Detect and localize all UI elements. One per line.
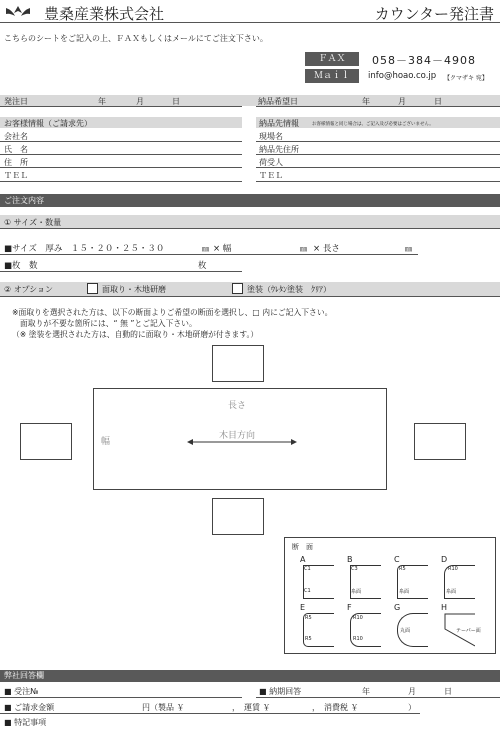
section-d-bottom: 糸面 [446, 589, 457, 595]
section-b-top: C3 [351, 566, 358, 572]
reply-yen-product: 円（製品 ￥ [142, 703, 185, 712]
delivery-site-label: 現場名 [259, 132, 283, 141]
edge-input-left[interactable] [20, 423, 72, 460]
customer-tel-line [0, 181, 242, 182]
delivery-title: 納品先情報 [259, 119, 299, 128]
date-row-bg [0, 95, 500, 106]
reply-delivery-day: 日 [444, 687, 452, 696]
delivery-note: お客様情報と同じ場合は、ご記入及び必要はございません。 [312, 122, 434, 127]
order-date-month: 月 [136, 97, 144, 106]
reply-order-no-line [0, 697, 242, 698]
order-title-bar: ご注文内容 [0, 194, 500, 207]
section-g-letter: G [394, 603, 401, 612]
count-row-line [0, 271, 242, 272]
section-e-top: R5 [305, 615, 312, 621]
fax-label: ＦＡＸ [305, 52, 359, 66]
customer-title: お客様情報（ご請求先） [4, 119, 92, 128]
section-h-letter: H [441, 603, 448, 612]
section-b-bottom: 糸面 [351, 589, 362, 595]
intro-text: こちらのシートをご記入の上、ＦＡＸもしくはメールにてご注文下さい。 [4, 34, 268, 43]
size-label: ■サイズ 厚み １５・２０・２５・３０ [4, 244, 165, 254]
board-length-label: 長さ [228, 401, 247, 411]
option-section-title: ② オプション [4, 285, 53, 294]
mail-label: Ｍａｉｌ [305, 69, 359, 83]
order-date-year: 年 [98, 97, 106, 106]
size-row-line [0, 254, 418, 255]
reply-amount-line [0, 713, 420, 714]
section-h-bottom: テーパー面 [456, 628, 481, 634]
count-unit: 枚 [198, 261, 207, 271]
size-section-title: ① サイズ・数量 [4, 218, 62, 227]
width-unit: ㎜ [300, 245, 307, 253]
header-divider [0, 22, 500, 23]
section-f-top: R10 [353, 615, 363, 621]
grain-arrow-icon [186, 437, 298, 447]
delivery-date-month: 月 [398, 97, 406, 106]
section-b-letter: B [347, 555, 353, 564]
customer-company-line [0, 141, 242, 142]
section-a-top: C1 [304, 566, 311, 572]
reply-delivery-line [256, 697, 500, 698]
delivery-date-day: 日 [434, 97, 442, 106]
length-label: × 長さ [313, 244, 340, 254]
option-section-line [0, 296, 500, 297]
mail-contact: 【クマザキ 宛】 [444, 75, 488, 82]
document-title: カウンター発注書 [374, 5, 494, 23]
date-underline-left [0, 106, 242, 107]
section-f-letter: F [347, 603, 352, 612]
thickness-unit: ㎜ [202, 245, 209, 253]
delivery-tel-label: ＴＥＬ [259, 171, 283, 180]
section-d-letter: D [441, 555, 448, 564]
edge-input-right[interactable] [414, 423, 466, 460]
width-label: × 幅 [213, 244, 232, 254]
section-e-bottom: R5 [305, 636, 312, 642]
size-section-line [0, 228, 500, 229]
instruction-2: 面取りが不要な箇所には、“ 無 ”とご記入下さい。 [20, 319, 197, 328]
order-date-label: 発注日 [4, 97, 28, 106]
option-edge-checkbox[interactable] [87, 283, 98, 294]
reply-close: ） [408, 703, 416, 712]
customer-name-line [0, 154, 242, 155]
delivery-recipient-label: 荷受人 [259, 158, 283, 167]
delivery-recipient-line [256, 167, 500, 168]
section-a-letter: A [300, 555, 306, 564]
length-unit: ㎜ [405, 245, 412, 253]
delivery-address-line [256, 154, 500, 155]
customer-tel-label: ＴＥＬ [4, 171, 28, 180]
option-paint-checkbox[interactable] [232, 283, 243, 294]
delivery-site-line [256, 141, 500, 142]
delivery-address-label: 納品先住所 [259, 145, 299, 154]
customer-address-label: 住 所 [4, 158, 28, 167]
edge-input-top[interactable] [212, 345, 264, 382]
section-c-top: R5 [399, 566, 406, 572]
grain-direction-label: 木目方向 [219, 431, 256, 441]
company-name: 豊桑産業株式会社 [44, 5, 165, 23]
count-label: ■枚 数 [4, 261, 38, 271]
reply-delivery-month: 月 [408, 687, 416, 696]
section-a-bottom: C1 [304, 588, 311, 594]
order-date-day: 日 [172, 97, 180, 106]
delivery-tel-line [256, 181, 500, 182]
section-g-bottom: 丸面 [400, 628, 411, 634]
fax-number: 058－384－4908 [372, 54, 476, 67]
mail-address: info@hoao.co.jp [368, 71, 437, 81]
customer-company-label: 会社名 [4, 132, 28, 141]
instruction-3: （※ 塗装を選択された方は、自動的に面取り・木地研磨が付きます。） [12, 330, 259, 339]
instruction-1: ※面取りを選択された方は、以下の断面よりご希望の断面を選択し、□ 内にご記入下さい。 [12, 308, 333, 317]
section-d-top: R10 [448, 566, 458, 572]
reply-tax: ， 消費税 ￥ [312, 703, 359, 712]
delivery-date-label: 納品希望日 [258, 97, 298, 106]
section-f-bottom: R10 [353, 636, 363, 642]
edge-input-bottom[interactable] [212, 498, 264, 535]
section-c-bottom: 糸面 [399, 589, 410, 595]
board-width-label: 幅 [101, 437, 111, 447]
company-logo [3, 4, 33, 20]
customer-name-label: 氏 名 [4, 145, 28, 154]
date-underline-right [256, 106, 500, 107]
customer-address-line [0, 167, 242, 168]
option-edge-label: 面取り・木地研磨 [102, 285, 166, 294]
size-section-bg [0, 215, 500, 228]
reply-shipping: ， 運賃 ￥ [232, 703, 271, 712]
section-chart-title: 断 面 [292, 543, 313, 551]
reply-delivery-year: 年 [362, 687, 370, 696]
option-paint-label: 塗装（ｳﾚﾀﾝ塗装 ｸﾘｱ） [247, 285, 331, 294]
delivery-date-year: 年 [362, 97, 370, 106]
reply-delivery-label: ■ 納期回答 [259, 687, 302, 696]
reply-amount-label: ■ ご請求金額 [4, 703, 55, 712]
reply-title-bar: 弊社回答欄 [0, 670, 500, 682]
reply-order-no: ■ 受注№ [4, 687, 39, 696]
section-c-letter: C [394, 555, 400, 564]
section-e-letter: E [300, 603, 306, 612]
reply-notes-label: ■ 特記事項 [4, 718, 47, 727]
